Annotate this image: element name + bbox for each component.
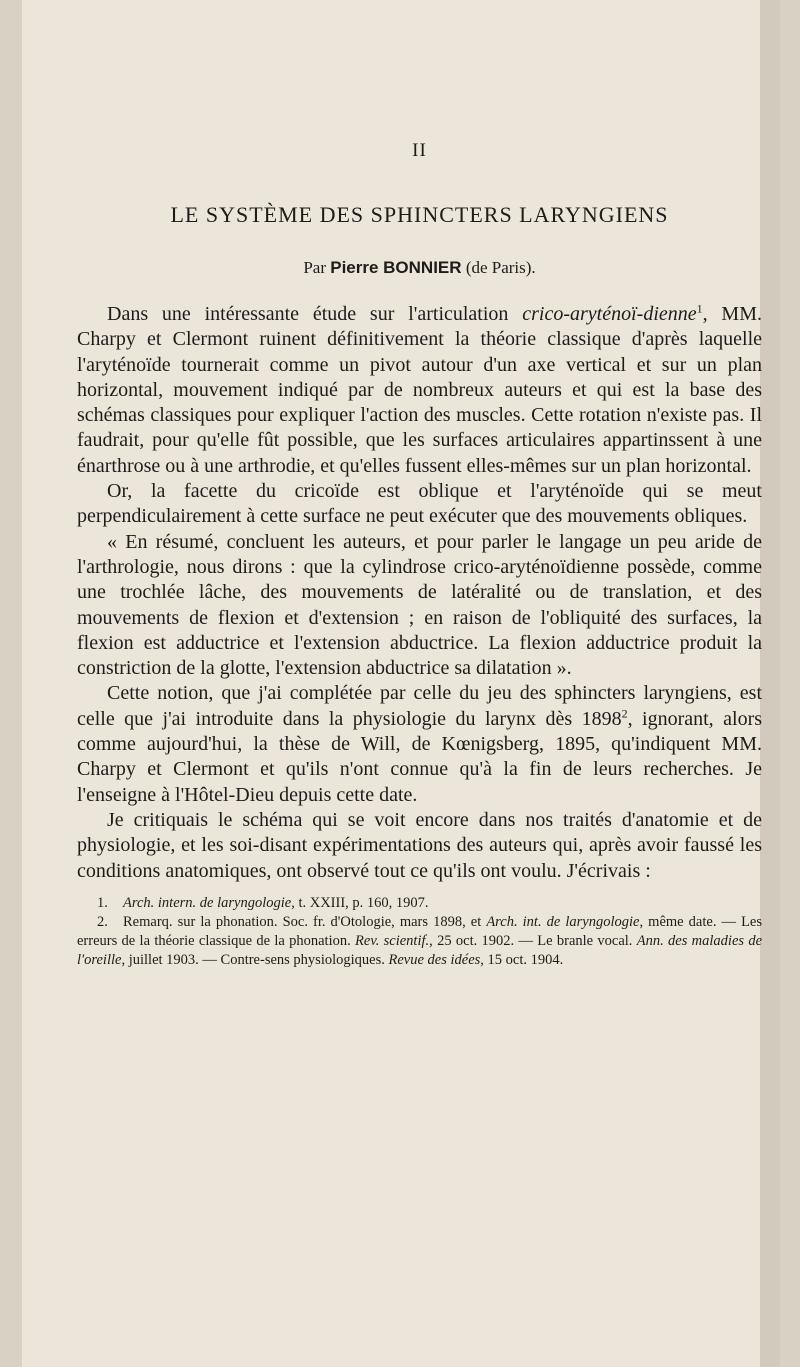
footnote-2-number: 2. — [97, 913, 108, 930]
paragraph-2: Or, la facette du cricoïde est oblique et l'aryténoïde qui se meut perpendiculairement à cette surface ne peut exécuter que des mouvements obliques. — [77, 480, 762, 528]
byline-prefix: Par — [303, 258, 326, 277]
paragraph-1 — [77, 302, 762, 479]
footnote-2-italic-2: Rev. scientif. — [355, 932, 430, 949]
paragraph-5: Je critiquais le schéma qui se voit encore dans nos traités d'anatomie et de physiologie, et les soi-disant expérimentations des auteurs qui, après avoir faussé les conditions anatomiques, ont observé tout ce qu'ils ont voulu. J'écrivais : — [77, 808, 762, 882]
article-body — [77, 302, 762, 884]
paragraph-4-text-b: , ignorant, alors comme aujourd'hui, la thèse de Will, de Kœnigsberg, 1895, qu'indiquent MM. Charpy et Clermont et qu'ils n'ont connue qu'à la fin de leurs recherches. Je l'enseigne à l'Hôtel-Dieu depuis cette date. — [77, 707, 763, 806]
author-name: Pierre BONNIER — [330, 258, 462, 277]
byline — [77, 258, 762, 278]
footnote-1-text: , t. XXIII, p. 160, 1907. — [291, 894, 429, 911]
paragraph-4-text-a: Cette notion, que j'ai complétée par celle du jeu des sphincters laryngiens, est celle que j'ai introduite dans la physiologie du larynx dès 1898 — [77, 682, 762, 730]
footnote-2-text-e: , 15 oct. 1904. — [480, 951, 564, 968]
paragraph-1-italic: crico-aryténoï-dienne — [522, 303, 697, 325]
chapter-number: II — [412, 140, 427, 161]
footnote-ref-2: 2 — [621, 706, 628, 721]
byline-suffix: (de Paris). — [465, 258, 536, 277]
footnote-1-italic: Arch. intern. de laryngologie — [123, 894, 292, 911]
footnote-2 — [77, 913, 762, 970]
footnote-2-text-c: , 25 oct. 1902. — Le branle vocal. — [429, 932, 637, 949]
article-title: LE SYSTÈME DES SPHINCTERS LARYNGIENS — [170, 202, 669, 227]
footnote-1-number: 1. — [97, 894, 108, 911]
footnote-2-italic-1: Arch. int. de laryngologie — [486, 913, 640, 930]
footnote-ref-1: 1 — [696, 301, 703, 316]
book-page — [22, 0, 780, 1367]
footnote-2-text-d: , juillet 1903. — Contre-sens physiologiques. — [121, 951, 389, 968]
paragraph-1-text-b: , MM. Charpy et Clermont ruinent définitivement la théorie classique d'après laquelle l'aryténoïde tournerait comme un pivot autour d'un axe vertical et sur un plan horizontal, mouvement indiqué par de nombreux auteurs et qui est la base des schémas classiques pour expliquer l'action des muscles. Cette rotation n'existe pas. Il faudrait, pour qu'elle fût possible, que les surfaces articulaires appartinssent à une énarthrose ou à une arthrodie, et qu'elles fussent elles-mêmes sur un plan horizontal. — [77, 303, 763, 477]
footnote-2-italic-3: Ann. des maladies de l'oreille — [77, 932, 763, 968]
footnote-2-text-b: , même date. — Les erreurs de la théorie classique de la phonation. — [77, 913, 763, 949]
footnote-1 — [77, 894, 762, 913]
paragraph-4 — [77, 681, 762, 807]
footnote-2-text-a: Remarq. sur la phonation. Soc. fr. d'Otologie, mars 1898, et — [123, 913, 487, 930]
page-text — [77, 140, 762, 970]
paragraph-1-text-a: Dans une intéressante étude sur l'articulation — [107, 303, 523, 325]
page-edge-shadow — [760, 0, 780, 1367]
footnote-2-italic-4: Revue des idées — [388, 951, 481, 968]
footnotes — [77, 894, 762, 970]
paragraph-3: « En résumé, concluent les auteurs, et pour parler le langage un peu aride de l'arthrologie, nous dirons : que la cylindrose crico-aryténoïdienne possède, comme une trochlée lâche, des mouvements de latéralité ou de translation, et des mouvements de flexion et d'extension ; en raison de l'obliquité des surfaces, la flexion est adductrice et l'extension abductrice. La flexion adductrice produit la constriction de la glotte, l'extension abductrice sa dilatation ». — [77, 530, 762, 680]
